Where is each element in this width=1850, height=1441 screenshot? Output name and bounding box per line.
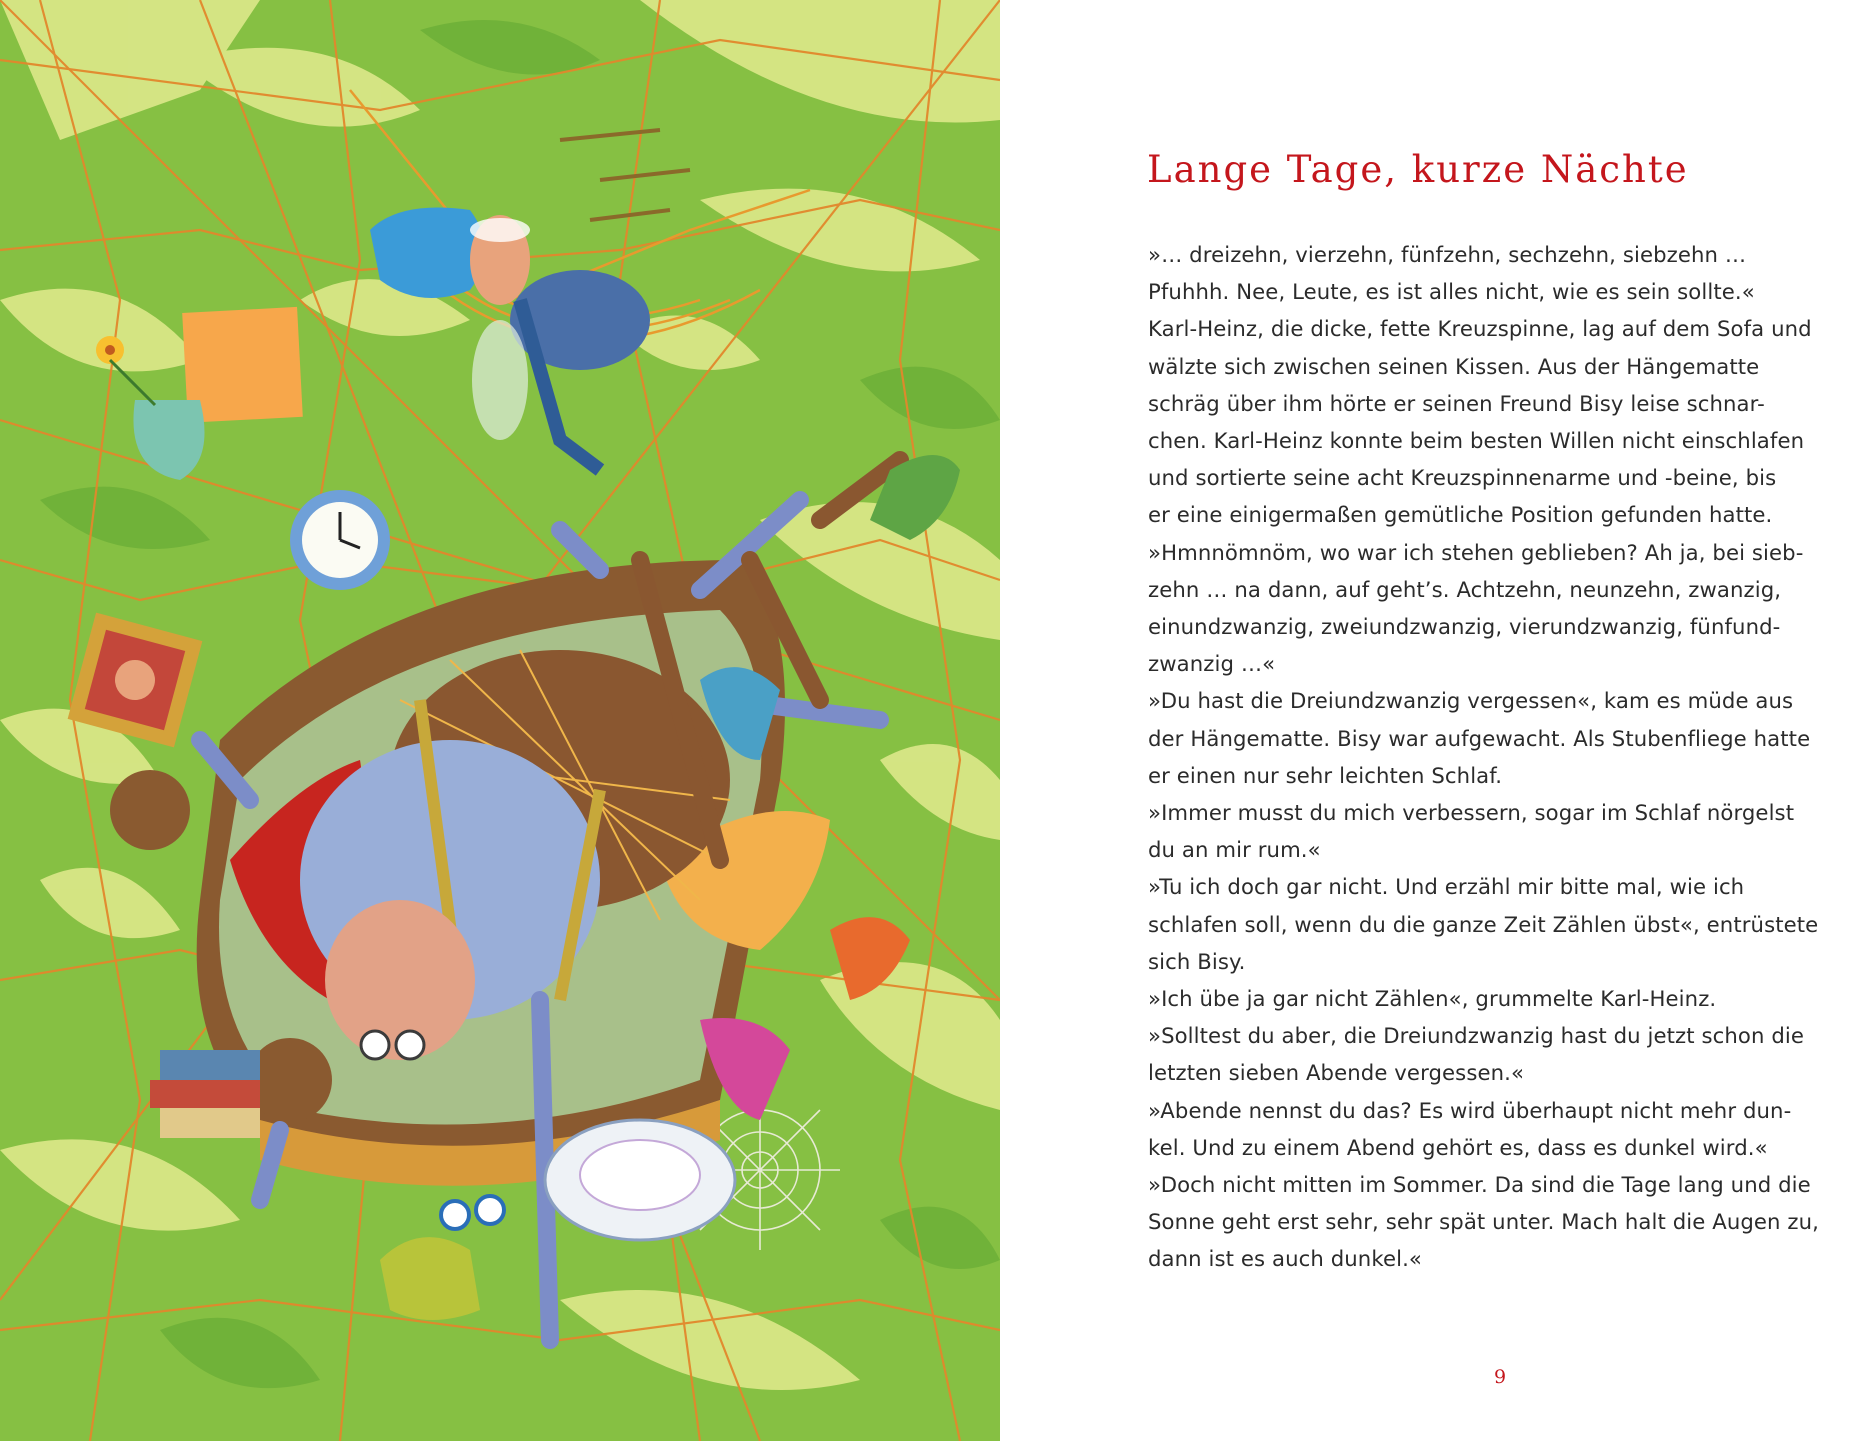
text-line: Pfuhhh. Nee, Leute, es ist alles nicht, wie es sein sollte.«: [1148, 279, 1755, 305]
text-line: zehn … na dann, auf geht’s. Achtzehn, neunzehn, zwanzig,: [1148, 576, 1782, 602]
text-line: »Doch nicht mitten im Sommer. Da sind die Tage lang und die: [1148, 1172, 1811, 1198]
text-line: Sonne geht erst sehr, sehr spät unter. Mach halt die Augen zu,: [1148, 1209, 1819, 1235]
text-line: der Hängematte. Bisy war aufgewacht. Als Stubenfliege hatte: [1148, 725, 1811, 751]
text-line: »Solltest du aber, die Dreiundzwanzig hast du jetzt schon die: [1148, 1023, 1804, 1049]
text-line: wälzte sich zwischen seinen Kissen. Aus der Hängematte: [1148, 353, 1760, 379]
text-line: »Abende nennst du das? Es wird überhaupt nicht mehr dun-: [1148, 1097, 1792, 1123]
text-line: »Hmnnömnöm, wo war ich stehen geblieben? Ah ja, bei sieb-: [1148, 539, 1804, 565]
text-line: »Du hast die Dreiundzwanzig vergessen«, kam es müde aus: [1148, 688, 1794, 714]
chapter-title: Lange Tage, kurze Nächte: [1147, 148, 1689, 191]
text-line: letzten sieben Abende vergessen.«: [1148, 1060, 1525, 1086]
text-line: »Immer musst du mich verbessern, sogar im Schlaf nörgelst: [1148, 800, 1795, 826]
text-line: Karl-Heinz, die dicke, fette Kreuzspinne, lag auf dem Sofa und: [1148, 316, 1812, 342]
text-line: du an mir rum.«: [1148, 837, 1321, 863]
text-line: sich Bisy.: [1148, 948, 1246, 974]
story-text: [1148, 236, 1848, 1278]
text-line: chen. Karl-Heinz konnte beim besten Willen nicht einschlafen: [1148, 428, 1805, 454]
text-line: »… dreizehn, vierzehn, fünfzehn, sechzehn, siebzehn …: [1148, 242, 1747, 267]
text-line: und sortierte seine acht Kreuzspinnenarme und -beine, bis: [1148, 465, 1777, 491]
text-line: schräg über ihm hörte er seinen Freund Bisy leise schnar-: [1148, 390, 1765, 416]
text-line: einundzwanzig, zweiundzwanzig, vierundzwanzig, fünfund-: [1148, 614, 1781, 640]
text-line: er einen nur sehr leichten Schlaf.: [1148, 762, 1503, 788]
text-line: kel. Und zu einem Abend gehört es, dass es dunkel wird.«: [1148, 1134, 1768, 1160]
text-line: er eine einigermaßen gemütliche Position gefunden hatte.: [1148, 502, 1773, 528]
text-line: zwanzig …«: [1148, 651, 1276, 677]
text-line: »Tu ich doch gar nicht. Und erzähl mir bitte mal, wie ich: [1148, 874, 1745, 900]
page-number: 9: [1494, 1366, 1507, 1388]
text-line: dann ist es auch dunkel.«: [1148, 1246, 1422, 1272]
text-line: schlafen soll, wenn du die ganze Zeit Zählen übst«, entrüstete: [1148, 911, 1819, 937]
text-line: »Ich übe ja gar nicht Zählen«, grummelte Karl-Heinz.: [1148, 986, 1717, 1012]
text-page: [1000, 0, 1850, 1441]
